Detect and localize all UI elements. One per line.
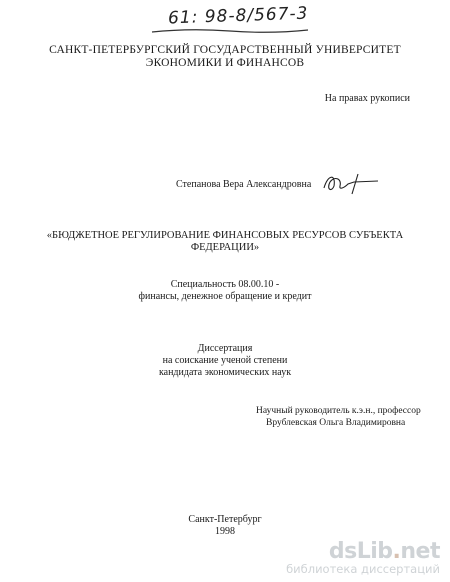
university-line-1: САНКТ-ПЕТЕРБУРГСКИЙ ГОСУДАРСТВЕННЫЙ УНИВЕРСИТЕТ xyxy=(49,44,401,56)
dissertation-line-3: кандидата экономических наук xyxy=(158,367,292,378)
advisor-line-1: Научный руководитель к.э.н., профессор xyxy=(256,406,421,416)
handwritten-underline xyxy=(150,26,310,36)
handwritten-code: 61: 98-8/567-3 xyxy=(167,3,309,29)
dissertation-line-2: на соискание ученой степени xyxy=(162,355,288,366)
year: 1998 xyxy=(215,526,235,537)
scientific-advisor xyxy=(256,405,421,429)
university-line-2: ЭКОНОМИКИ И ФИНАНСОВ xyxy=(145,57,305,69)
author-name: Степанова Вера Александровна xyxy=(176,179,312,190)
university-name xyxy=(0,44,450,70)
specialty-line-2: финансы, денежное обращение и кредит xyxy=(138,291,312,302)
city: Санкт-Петербург xyxy=(188,514,262,525)
rights-note: На правах рукописи xyxy=(324,93,410,104)
watermark-logo-tld: net xyxy=(400,539,440,564)
advisor-line-2: Врублевская Ольга Владимировна xyxy=(266,418,406,428)
dissertation-title xyxy=(0,230,450,254)
watermark-logo-dot: . xyxy=(392,539,401,564)
watermark[interactable] xyxy=(286,541,440,576)
dissertation-line-1: Диссертация xyxy=(197,343,253,354)
specialty-line-1: Специальность 08.00.10 - xyxy=(170,279,280,290)
watermark-subtitle: библиотека диссертаций xyxy=(286,562,440,576)
title-line-2: ФЕДЕРАЦИИ» xyxy=(190,242,260,253)
specialty xyxy=(0,279,450,303)
signature-icon xyxy=(318,170,382,196)
city-year xyxy=(0,514,450,538)
title-line-1: «БЮДЖЕТНОЕ РЕГУЛИРОВАНИЕ ФИНАНСОВЫХ РЕСУРСОВ СУБЪЕКТА xyxy=(46,230,404,241)
dissertation-info xyxy=(0,343,450,379)
watermark-logo xyxy=(286,541,440,563)
watermark-logo-main: dsLib xyxy=(328,539,393,564)
